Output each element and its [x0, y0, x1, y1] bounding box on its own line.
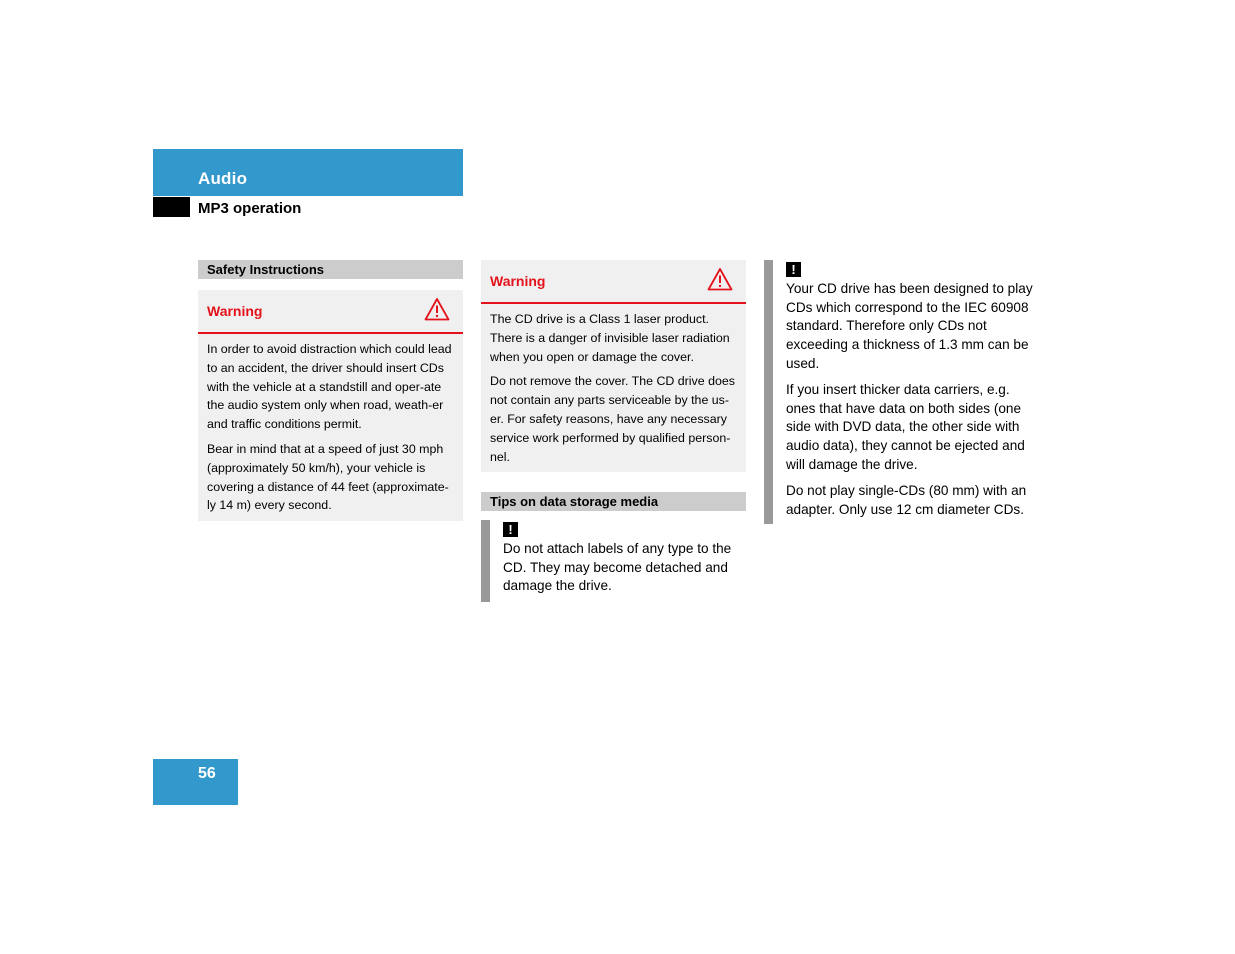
warning-paragraph: The CD drive is a Class 1 laser product. There is a danger of invisible laser radiation when you open or damage the cover. — [490, 312, 730, 364]
note-paragraph: If you insert thicker data carriers, e.g. ones that have data on both sides (one side with DVD data, the other side with audio data), they cannot be ejected and will damage the drive. — [786, 381, 1025, 472]
warning-paragraph: In order to avoid distraction which could lead to an accident, the driver should insert CDs with the vehicle at a standstill and oper-ate the audio system only when road, weath-er and traffic conditions permit. — [207, 342, 452, 432]
warning-label: Warning — [490, 273, 546, 289]
warning-triangle-icon — [707, 267, 733, 291]
warning-header — [481, 260, 746, 304]
warning-box-distraction — [198, 290, 463, 521]
page-number: 56 — [198, 765, 216, 782]
exclamation-icon: ! — [503, 522, 518, 537]
warning-paragraph: Do not remove the cover. The CD drive does not contain any parts serviceable by the us-er. For safety reasons, have any necessary service work performed by qualified person-nel. — [490, 374, 735, 464]
warning-label: Warning — [207, 303, 263, 319]
warning-paragraph: Bear in mind that at a speed of just 30 mph (approximately 50 km/h), your vehicle is covering a distance of 44 feet (approximate-ly 14 m) every second. — [207, 441, 449, 513]
warning-triangle-icon — [424, 297, 450, 321]
warning-header — [198, 290, 463, 334]
note-paragraph: Your CD drive has been designed to play CDs which correspond to the IEC 60908 standard. Therefore only CDs not exceeding a thickness of 1.3 mm can be used. — [786, 280, 1033, 371]
note-cd-standards — [764, 260, 1039, 524]
page-number-box — [153, 759, 238, 805]
note-paragraph: Do not attach labels of any type to the CD. They may become detached and damage the drive. — [503, 540, 732, 594]
tips-data-storage-heading: Tips on data storage media — [481, 492, 746, 511]
section-subtitle: MP3 operation — [198, 200, 302, 217]
chapter-title: Audio — [198, 169, 248, 188]
warning-box-laser — [481, 260, 746, 472]
section-marker — [153, 197, 190, 217]
warning-body — [481, 304, 746, 472]
safety-instructions-heading: Safety Instructions — [198, 260, 463, 279]
warning-body — [198, 334, 463, 521]
note-paragraph: Do not play single-CDs (80 mm) with an adapter. Only use 12 cm diameter CDs. — [786, 482, 1027, 517]
exclamation-icon: ! — [786, 262, 801, 277]
note-labels — [481, 520, 746, 602]
chapter-header — [153, 149, 463, 196]
